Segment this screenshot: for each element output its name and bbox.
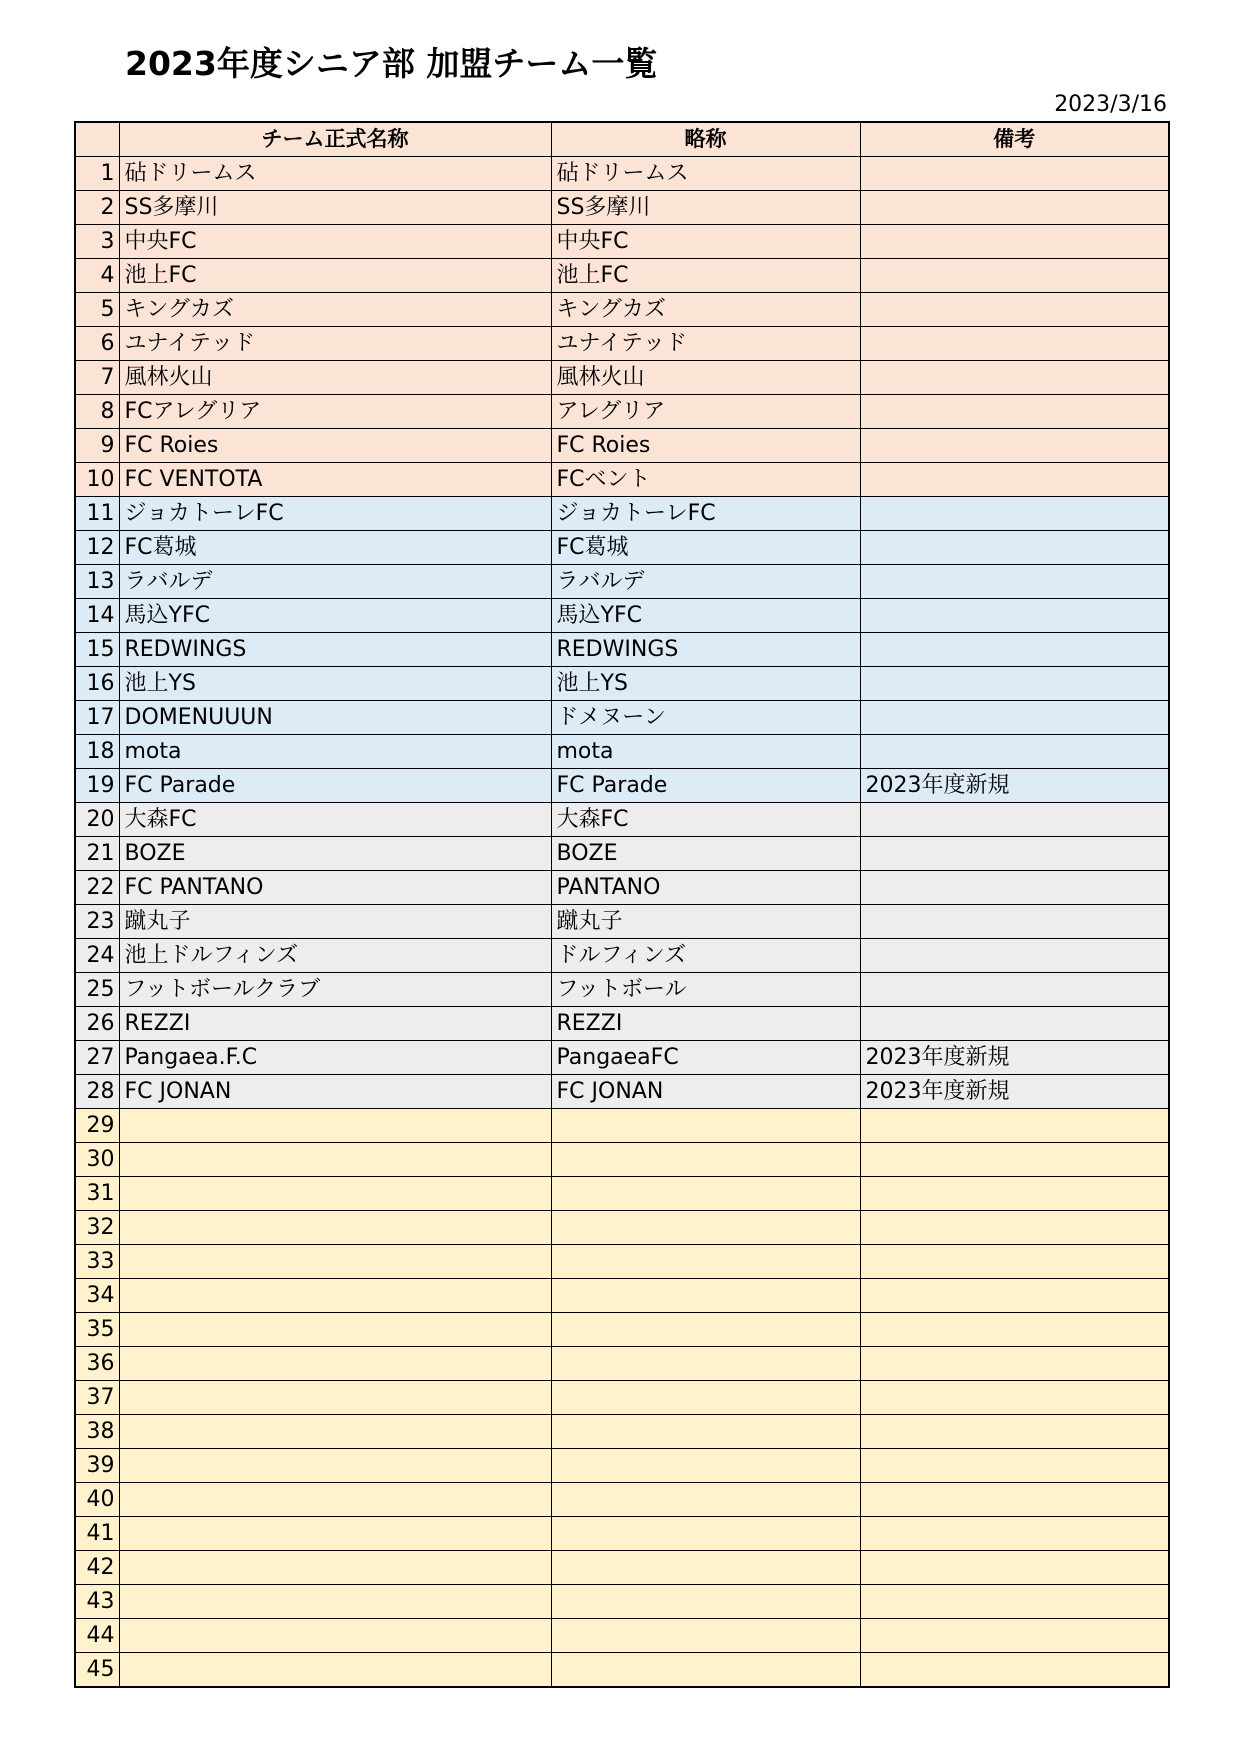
- row-number-cell: 23: [75, 905, 119, 939]
- remarks-cell: [860, 1109, 1169, 1143]
- team-abbreviation-cell: 風林火山: [551, 361, 860, 395]
- table-row: [75, 1483, 1169, 1517]
- remarks-cell: [860, 1381, 1169, 1415]
- row-number-cell: 14: [75, 599, 119, 633]
- page-title: 2023年度シニア部 加盟チーム一覧: [125, 44, 658, 83]
- table-row: [75, 225, 1169, 259]
- team-official-name-cell: DOMENUUUN: [119, 701, 551, 735]
- team-official-name-cell: [119, 1585, 551, 1619]
- remarks-cell: [860, 599, 1169, 633]
- team-official-name-cell: 蹴丸子: [119, 905, 551, 939]
- remarks-cell: [860, 837, 1169, 871]
- team-abbreviation-cell: 池上FC: [551, 259, 860, 293]
- team-abbreviation-cell: [551, 1245, 860, 1279]
- team-abbreviation-cell: ラバルデ: [551, 565, 860, 599]
- team-abbreviation-cell: REDWINGS: [551, 633, 860, 667]
- team-roster-table: [74, 121, 1170, 1688]
- row-number-cell: 38: [75, 1415, 119, 1449]
- row-number-cell: 39: [75, 1449, 119, 1483]
- row-number-cell: 27: [75, 1041, 119, 1075]
- row-number-cell: 6: [75, 327, 119, 361]
- remarks-cell: [860, 667, 1169, 701]
- team-official-name-cell: 大森FC: [119, 803, 551, 837]
- team-abbreviation-cell: ジョカトーレFC: [551, 497, 860, 531]
- team-official-name-cell: 池上ドルフィンズ: [119, 939, 551, 973]
- remarks-cell: [860, 1483, 1169, 1517]
- team-official-name-cell: [119, 1619, 551, 1653]
- remarks-cell: [860, 531, 1169, 565]
- row-number-cell: 11: [75, 497, 119, 531]
- row-number-cell: 33: [75, 1245, 119, 1279]
- team-abbreviation-cell: REZZI: [551, 1007, 860, 1041]
- row-number-cell: 1: [75, 157, 119, 191]
- team-official-name-cell: 風林火山: [119, 361, 551, 395]
- remarks-cell: 2023年度新規: [860, 1075, 1169, 1109]
- team-abbreviation-cell: [551, 1279, 860, 1313]
- table-row: [75, 1585, 1169, 1619]
- table-row: [75, 1551, 1169, 1585]
- remarks-cell: [860, 1007, 1169, 1041]
- team-official-name-cell: FC VENTOTA: [119, 463, 551, 497]
- team-abbreviation-cell: 大森FC: [551, 803, 860, 837]
- row-number-cell: 34: [75, 1279, 119, 1313]
- team-abbreviation-cell: FCベント: [551, 463, 860, 497]
- row-number-cell: 43: [75, 1585, 119, 1619]
- remarks-cell: [860, 1551, 1169, 1585]
- remarks-cell: [860, 803, 1169, 837]
- table-header-row: [75, 122, 1169, 157]
- team-official-name-cell: FC PANTANO: [119, 871, 551, 905]
- team-official-name-cell: [119, 1653, 551, 1688]
- team-official-name-cell: [119, 1483, 551, 1517]
- row-number-cell: 40: [75, 1483, 119, 1517]
- table-row: [75, 1143, 1169, 1177]
- remarks-cell: [860, 191, 1169, 225]
- team-abbreviation-cell: ドメヌーン: [551, 701, 860, 735]
- table-row: [75, 1619, 1169, 1653]
- team-abbreviation-cell: BOZE: [551, 837, 860, 871]
- team-abbreviation-cell: [551, 1483, 860, 1517]
- team-abbreviation-cell: FC葛城: [551, 531, 860, 565]
- table-row: [75, 191, 1169, 225]
- row-number-cell: 45: [75, 1653, 119, 1688]
- team-official-name-cell: フットボールクラブ: [119, 973, 551, 1007]
- remarks-cell: [860, 735, 1169, 769]
- team-official-name-cell: REDWINGS: [119, 633, 551, 667]
- table-row: [75, 1653, 1169, 1688]
- remarks-cell: [860, 395, 1169, 429]
- row-number-cell: 2: [75, 191, 119, 225]
- team-official-name-cell: mota: [119, 735, 551, 769]
- team-abbreviation-cell: [551, 1415, 860, 1449]
- row-number-cell: 8: [75, 395, 119, 429]
- table-row: [75, 463, 1169, 497]
- team-official-name-cell: 馬込YFC: [119, 599, 551, 633]
- remarks-cell: [860, 293, 1169, 327]
- row-number-cell: 9: [75, 429, 119, 463]
- row-number-cell: 22: [75, 871, 119, 905]
- table-row: [75, 293, 1169, 327]
- table-row: [75, 1041, 1169, 1075]
- document-date: 2023/3/16: [1054, 92, 1167, 117]
- team-abbreviation-cell: mota: [551, 735, 860, 769]
- team-abbreviation-cell: [551, 1619, 860, 1653]
- table-row: [75, 1177, 1169, 1211]
- table-row: [75, 633, 1169, 667]
- remarks-cell: [860, 361, 1169, 395]
- table-row: [75, 837, 1169, 871]
- remarks-cell: [860, 225, 1169, 259]
- remarks-cell: [860, 1449, 1169, 1483]
- team-official-name-cell: [119, 1415, 551, 1449]
- team-abbreviation-cell: [551, 1585, 860, 1619]
- team-official-name-cell: FC葛城: [119, 531, 551, 565]
- table-row: [75, 531, 1169, 565]
- remarks-cell: [860, 259, 1169, 293]
- table-row: [75, 939, 1169, 973]
- team-official-name-cell: 池上FC: [119, 259, 551, 293]
- row-number-cell: 36: [75, 1347, 119, 1381]
- remarks-cell: [860, 1279, 1169, 1313]
- team-official-name-cell: キングカズ: [119, 293, 551, 327]
- team-abbreviation-cell: [551, 1653, 860, 1688]
- table-row: [75, 1517, 1169, 1551]
- team-abbreviation-cell: FC Roies: [551, 429, 860, 463]
- team-abbreviation-cell: [551, 1313, 860, 1347]
- team-abbreviation-cell: 中央FC: [551, 225, 860, 259]
- table-row: [75, 1245, 1169, 1279]
- table-row: [75, 973, 1169, 1007]
- row-number-cell: 5: [75, 293, 119, 327]
- table-body: [75, 157, 1169, 1688]
- team-abbreviation-cell: [551, 1551, 860, 1585]
- team-official-name-cell: [119, 1279, 551, 1313]
- team-official-name-cell: [119, 1347, 551, 1381]
- remarks-cell: 2023年度新規: [860, 1041, 1169, 1075]
- team-abbreviation-cell: 馬込YFC: [551, 599, 860, 633]
- team-abbreviation-cell: PangaeaFC: [551, 1041, 860, 1075]
- row-number-cell: 13: [75, 565, 119, 599]
- team-abbreviation-cell: PANTANO: [551, 871, 860, 905]
- team-abbreviation-cell: 池上YS: [551, 667, 860, 701]
- team-abbreviation-cell: キングカズ: [551, 293, 860, 327]
- team-official-name-cell: [119, 1381, 551, 1415]
- team-official-name-cell: ユナイテッド: [119, 327, 551, 361]
- team-abbreviation-cell: FC Parade: [551, 769, 860, 803]
- remarks-cell: [860, 871, 1169, 905]
- team-official-name-cell: SS多摩川: [119, 191, 551, 225]
- remarks-cell: [860, 633, 1169, 667]
- header-number: [75, 122, 119, 157]
- remarks-cell: [860, 565, 1169, 599]
- remarks-cell: [860, 1143, 1169, 1177]
- remarks-cell: [860, 1619, 1169, 1653]
- team-official-name-cell: REZZI: [119, 1007, 551, 1041]
- row-number-cell: 29: [75, 1109, 119, 1143]
- team-official-name-cell: ラバルデ: [119, 565, 551, 599]
- remarks-cell: [860, 1585, 1169, 1619]
- team-official-name-cell: 砧ドリームス: [119, 157, 551, 191]
- team-abbreviation-cell: [551, 1177, 860, 1211]
- row-number-cell: 28: [75, 1075, 119, 1109]
- remarks-cell: [860, 1211, 1169, 1245]
- table-row: [75, 395, 1169, 429]
- row-number-cell: 16: [75, 667, 119, 701]
- row-number-cell: 30: [75, 1143, 119, 1177]
- team-official-name-cell: [119, 1517, 551, 1551]
- remarks-cell: [860, 1517, 1169, 1551]
- row-number-cell: 32: [75, 1211, 119, 1245]
- row-number-cell: 15: [75, 633, 119, 667]
- table-row: [75, 803, 1169, 837]
- row-number-cell: 35: [75, 1313, 119, 1347]
- remarks-cell: [860, 463, 1169, 497]
- table-row: [75, 599, 1169, 633]
- remarks-cell: [860, 1415, 1169, 1449]
- table-row: [75, 1347, 1169, 1381]
- team-official-name-cell: FC Parade: [119, 769, 551, 803]
- team-abbreviation-cell: SS多摩川: [551, 191, 860, 225]
- remarks-cell: [860, 429, 1169, 463]
- row-number-cell: 41: [75, 1517, 119, 1551]
- table-row: [75, 497, 1169, 531]
- remarks-cell: [860, 973, 1169, 1007]
- team-official-name-cell: [119, 1245, 551, 1279]
- remarks-cell: [860, 905, 1169, 939]
- remarks-cell: [860, 1177, 1169, 1211]
- team-abbreviation-cell: [551, 1517, 860, 1551]
- table-row: [75, 565, 1169, 599]
- table-row: [75, 1415, 1169, 1449]
- team-official-name-cell: [119, 1143, 551, 1177]
- row-number-cell: 19: [75, 769, 119, 803]
- table-row: [75, 735, 1169, 769]
- table-row: [75, 1211, 1169, 1245]
- remarks-cell: [860, 701, 1169, 735]
- team-official-name-cell: [119, 1211, 551, 1245]
- team-official-name-cell: Pangaea.F.C: [119, 1041, 551, 1075]
- team-official-name-cell: ジョカトーレFC: [119, 497, 551, 531]
- row-number-cell: 31: [75, 1177, 119, 1211]
- remarks-cell: [860, 1347, 1169, 1381]
- table-row: [75, 905, 1169, 939]
- row-number-cell: 7: [75, 361, 119, 395]
- remarks-cell: [860, 939, 1169, 973]
- row-number-cell: 21: [75, 837, 119, 871]
- row-number-cell: 26: [75, 1007, 119, 1041]
- row-number-cell: 44: [75, 1619, 119, 1653]
- team-official-name-cell: 中央FC: [119, 225, 551, 259]
- team-abbreviation-cell: アレグリア: [551, 395, 860, 429]
- row-number-cell: 18: [75, 735, 119, 769]
- row-number-cell: 24: [75, 939, 119, 973]
- table-row: [75, 429, 1169, 463]
- team-official-name-cell: FC Roies: [119, 429, 551, 463]
- table-row: [75, 871, 1169, 905]
- row-number-cell: 12: [75, 531, 119, 565]
- team-official-name-cell: FCアレグリア: [119, 395, 551, 429]
- team-official-name-cell: 池上YS: [119, 667, 551, 701]
- team-official-name-cell: BOZE: [119, 837, 551, 871]
- remarks-cell: 2023年度新規: [860, 769, 1169, 803]
- team-abbreviation-cell: 蹴丸子: [551, 905, 860, 939]
- team-abbreviation-cell: [551, 1381, 860, 1415]
- team-abbreviation-cell: [551, 1109, 860, 1143]
- remarks-cell: [860, 1653, 1169, 1688]
- remarks-cell: [860, 327, 1169, 361]
- team-official-name-cell: FC JONAN: [119, 1075, 551, 1109]
- team-abbreviation-cell: [551, 1449, 860, 1483]
- remarks-cell: [860, 497, 1169, 531]
- table-row: [75, 1109, 1169, 1143]
- remarks-cell: [860, 1245, 1169, 1279]
- remarks-cell: [860, 1313, 1169, 1347]
- table-row: [75, 769, 1169, 803]
- team-abbreviation-cell: [551, 1143, 860, 1177]
- team-official-name-cell: [119, 1109, 551, 1143]
- table-row: [75, 1279, 1169, 1313]
- table-row: [75, 361, 1169, 395]
- table-row: [75, 667, 1169, 701]
- team-abbreviation-cell: 砧ドリームス: [551, 157, 860, 191]
- team-abbreviation-cell: ドルフィンズ: [551, 939, 860, 973]
- team-abbreviation-cell: フットボール: [551, 973, 860, 1007]
- table-row: [75, 157, 1169, 191]
- header-abbreviation: 略称: [551, 122, 860, 157]
- row-number-cell: 10: [75, 463, 119, 497]
- table-row: [75, 1381, 1169, 1415]
- table-row: [75, 1075, 1169, 1109]
- header-remarks: 備考: [860, 122, 1169, 157]
- team-official-name-cell: [119, 1313, 551, 1347]
- team-official-name-cell: [119, 1551, 551, 1585]
- team-abbreviation-cell: [551, 1347, 860, 1381]
- row-number-cell: 20: [75, 803, 119, 837]
- row-number-cell: 4: [75, 259, 119, 293]
- row-number-cell: 42: [75, 1551, 119, 1585]
- team-official-name-cell: [119, 1449, 551, 1483]
- remarks-cell: [860, 157, 1169, 191]
- row-number-cell: 25: [75, 973, 119, 1007]
- table-row: [75, 1007, 1169, 1041]
- table-row: [75, 1313, 1169, 1347]
- header-official-name: チーム正式名称: [119, 122, 551, 157]
- row-number-cell: 37: [75, 1381, 119, 1415]
- table-row: [75, 1449, 1169, 1483]
- team-abbreviation-cell: [551, 1211, 860, 1245]
- row-number-cell: 17: [75, 701, 119, 735]
- table-row: [75, 701, 1169, 735]
- table-row: [75, 327, 1169, 361]
- row-number-cell: 3: [75, 225, 119, 259]
- table-row: [75, 259, 1169, 293]
- team-abbreviation-cell: ユナイテッド: [551, 327, 860, 361]
- team-official-name-cell: [119, 1177, 551, 1211]
- team-abbreviation-cell: FC JONAN: [551, 1075, 860, 1109]
